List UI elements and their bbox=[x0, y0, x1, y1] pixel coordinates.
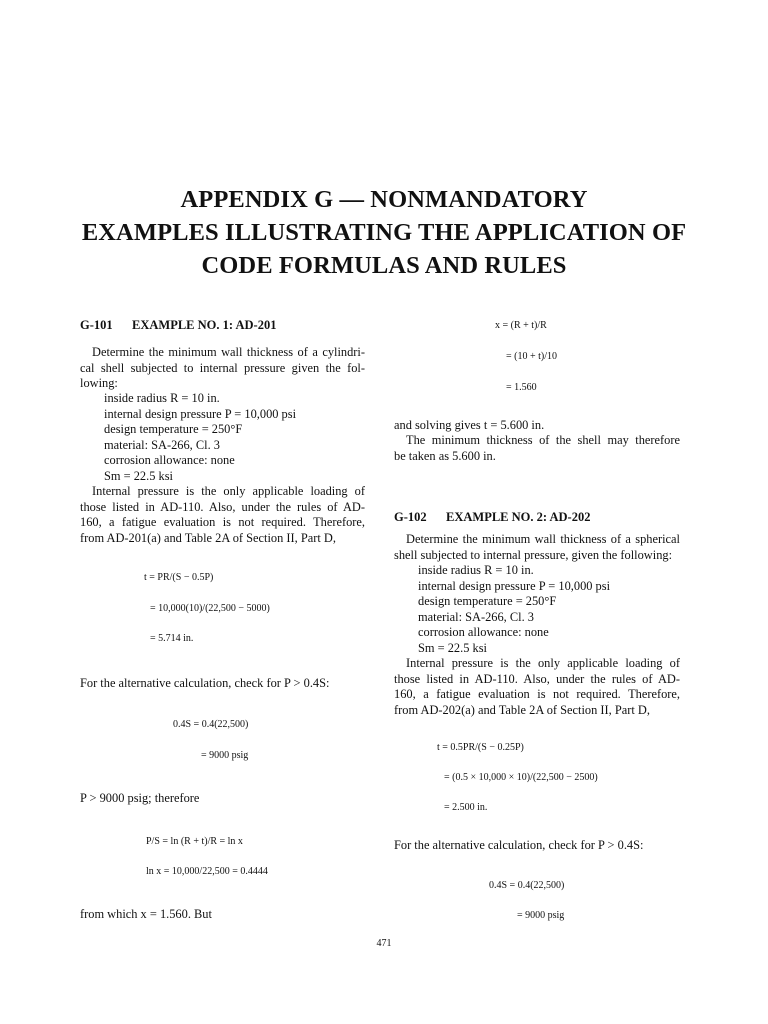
g102-item-material: material: SA-266, Cl. 3 bbox=[418, 609, 534, 624]
g101-para-2 bbox=[80, 484, 365, 546]
g101-item-sm: Sm = 22.5 ksi bbox=[104, 468, 173, 483]
g102-intro bbox=[394, 532, 680, 563]
g102-item-sm: Sm = 22.5 ksi bbox=[418, 640, 487, 655]
g101-equation-7: ln x = 10,000/22,500 = 0.4444 bbox=[146, 866, 268, 877]
minimum-thickness-line-2: be taken as 5.600 in. bbox=[394, 448, 496, 463]
g102-intro-line-1: Determine the minimum wall thickness of a spherical bbox=[406, 532, 680, 546]
g101-para-2-line-4: from AD-201(a) and Table 2A of Section II, Part D, bbox=[80, 530, 336, 545]
minimum-thickness-line-1: The minimum thickness of the shell may therefore bbox=[406, 433, 680, 447]
g102-heading bbox=[394, 510, 590, 525]
g101-heading bbox=[80, 318, 276, 333]
g101-equation-1: t = PR/(S − 0.5P) bbox=[144, 572, 214, 583]
g102-title: EXAMPLE NO. 2: AD-202 bbox=[446, 510, 591, 524]
g101-item-corrosion: corrosion allowance: none bbox=[104, 453, 235, 467]
g101-para-2-line-3: 160, a fatigue evaluation is not required. Therefore, bbox=[80, 515, 365, 529]
g101-intro-line-1: Determine the minimum wall thickness of a cylindri- bbox=[92, 345, 365, 359]
g101-from-text: from which x = 1.560. But bbox=[80, 907, 212, 921]
g102-item-pressure: internal design pressure P = 10,000 psi bbox=[418, 578, 611, 593]
g102-para-2-line-3: 160, a fatigue evaluation is not required. Therefore, bbox=[394, 687, 680, 701]
g102-item-corrosion: corrosion allowance: none bbox=[418, 625, 549, 639]
title-line-3: CODE FORMULAS AND RULES bbox=[201, 252, 567, 279]
g102-alternative-text: For the alternative calculation, check for P > 0.4S: bbox=[394, 838, 644, 852]
g102-intro-line-2: shell subjected to internal pressure, given the following: bbox=[394, 547, 673, 562]
g102-para-2 bbox=[394, 656, 680, 718]
g101-item-temperature: design temperature = 250°F bbox=[104, 422, 243, 436]
g101-intro-line-2: cal shell subjected to internal pressure given the fol- bbox=[80, 360, 365, 375]
g102-equation-2: = (0.5 × 10,000 × 10)/(22,500 − 2500) bbox=[444, 772, 598, 783]
g101-item-material: material: SA-266, Cl. 3 bbox=[104, 437, 220, 452]
g101-item-pressure: internal design pressure P = 10,000 psi bbox=[104, 406, 297, 421]
solve-text: and solving gives t = 5.600 in. bbox=[394, 418, 545, 432]
g101-title: EXAMPLE NO. 1: AD-201 bbox=[132, 318, 277, 332]
g102-equation-5: = 9000 psig bbox=[517, 910, 565, 921]
g101-equation-3: = 5.714 in. bbox=[150, 633, 194, 644]
right-equation-1: x = (R + t)/R bbox=[495, 320, 547, 331]
g101-given-list bbox=[80, 391, 365, 484]
title-line-2: EXAMPLES ILLUSTRATING THE APPLICATION OF bbox=[81, 219, 687, 246]
g101-equation-4: 0.4S = 0.4(22,500) bbox=[173, 719, 249, 730]
g101-number: G-101 bbox=[80, 318, 113, 332]
g102-item-temperature: design temperature = 250°F bbox=[418, 594, 557, 608]
g101-para-2-line-2: those listed in AD-110. Also, under the rules of AD- bbox=[80, 499, 365, 514]
g102-para-2-line-1: Internal pressure is the only applicable loading of bbox=[406, 656, 680, 670]
title-line-1: APPENDIX G — NONMANDATORY bbox=[180, 186, 588, 213]
g102-equation-4: 0.4S = 0.4(22,500) bbox=[489, 880, 565, 891]
g101-para-2-line-1: Internal pressure is the only applicable loading of bbox=[92, 484, 365, 498]
g102-number: G-102 bbox=[394, 510, 427, 524]
g101-equation-5: = 9000 psig bbox=[201, 750, 249, 761]
g101-alternative-text: For the alternative calculation, check for P > 0.4S: bbox=[80, 676, 330, 690]
g101-p-text: P > 9000 psig; therefore bbox=[80, 791, 200, 805]
g102-equation-3: = 2.500 in. bbox=[444, 802, 488, 813]
minimum-thickness-text bbox=[394, 433, 680, 464]
g101-item-radius: inside radius R = 10 in. bbox=[104, 391, 220, 405]
g102-para-2-line-2: those listed in AD-110. Also, under the rules of AD- bbox=[394, 671, 680, 686]
g102-item-radius: inside radius R = 10 in. bbox=[418, 563, 534, 577]
page-number: 471 bbox=[376, 938, 392, 949]
g102-equation-1: t = 0.5PR/(S − 0.25P) bbox=[437, 742, 524, 753]
g101-equation-6: P/S = ln (R + t)/R = ln x bbox=[146, 836, 243, 847]
g101-intro bbox=[80, 345, 365, 392]
right-equation-3: = 1.560 bbox=[506, 382, 537, 393]
g102-given-list bbox=[394, 563, 680, 656]
g101-intro-line-3: lowing: bbox=[80, 376, 118, 390]
page-title bbox=[40, 183, 728, 282]
right-equation-2: = (10 + t)/10 bbox=[506, 351, 557, 362]
g101-equation-2: = 10,000(10)/(22,500 − 5000) bbox=[150, 603, 270, 614]
g102-para-2-line-4: from AD-202(a) and Table 2A of Section II, Part D, bbox=[394, 702, 650, 717]
